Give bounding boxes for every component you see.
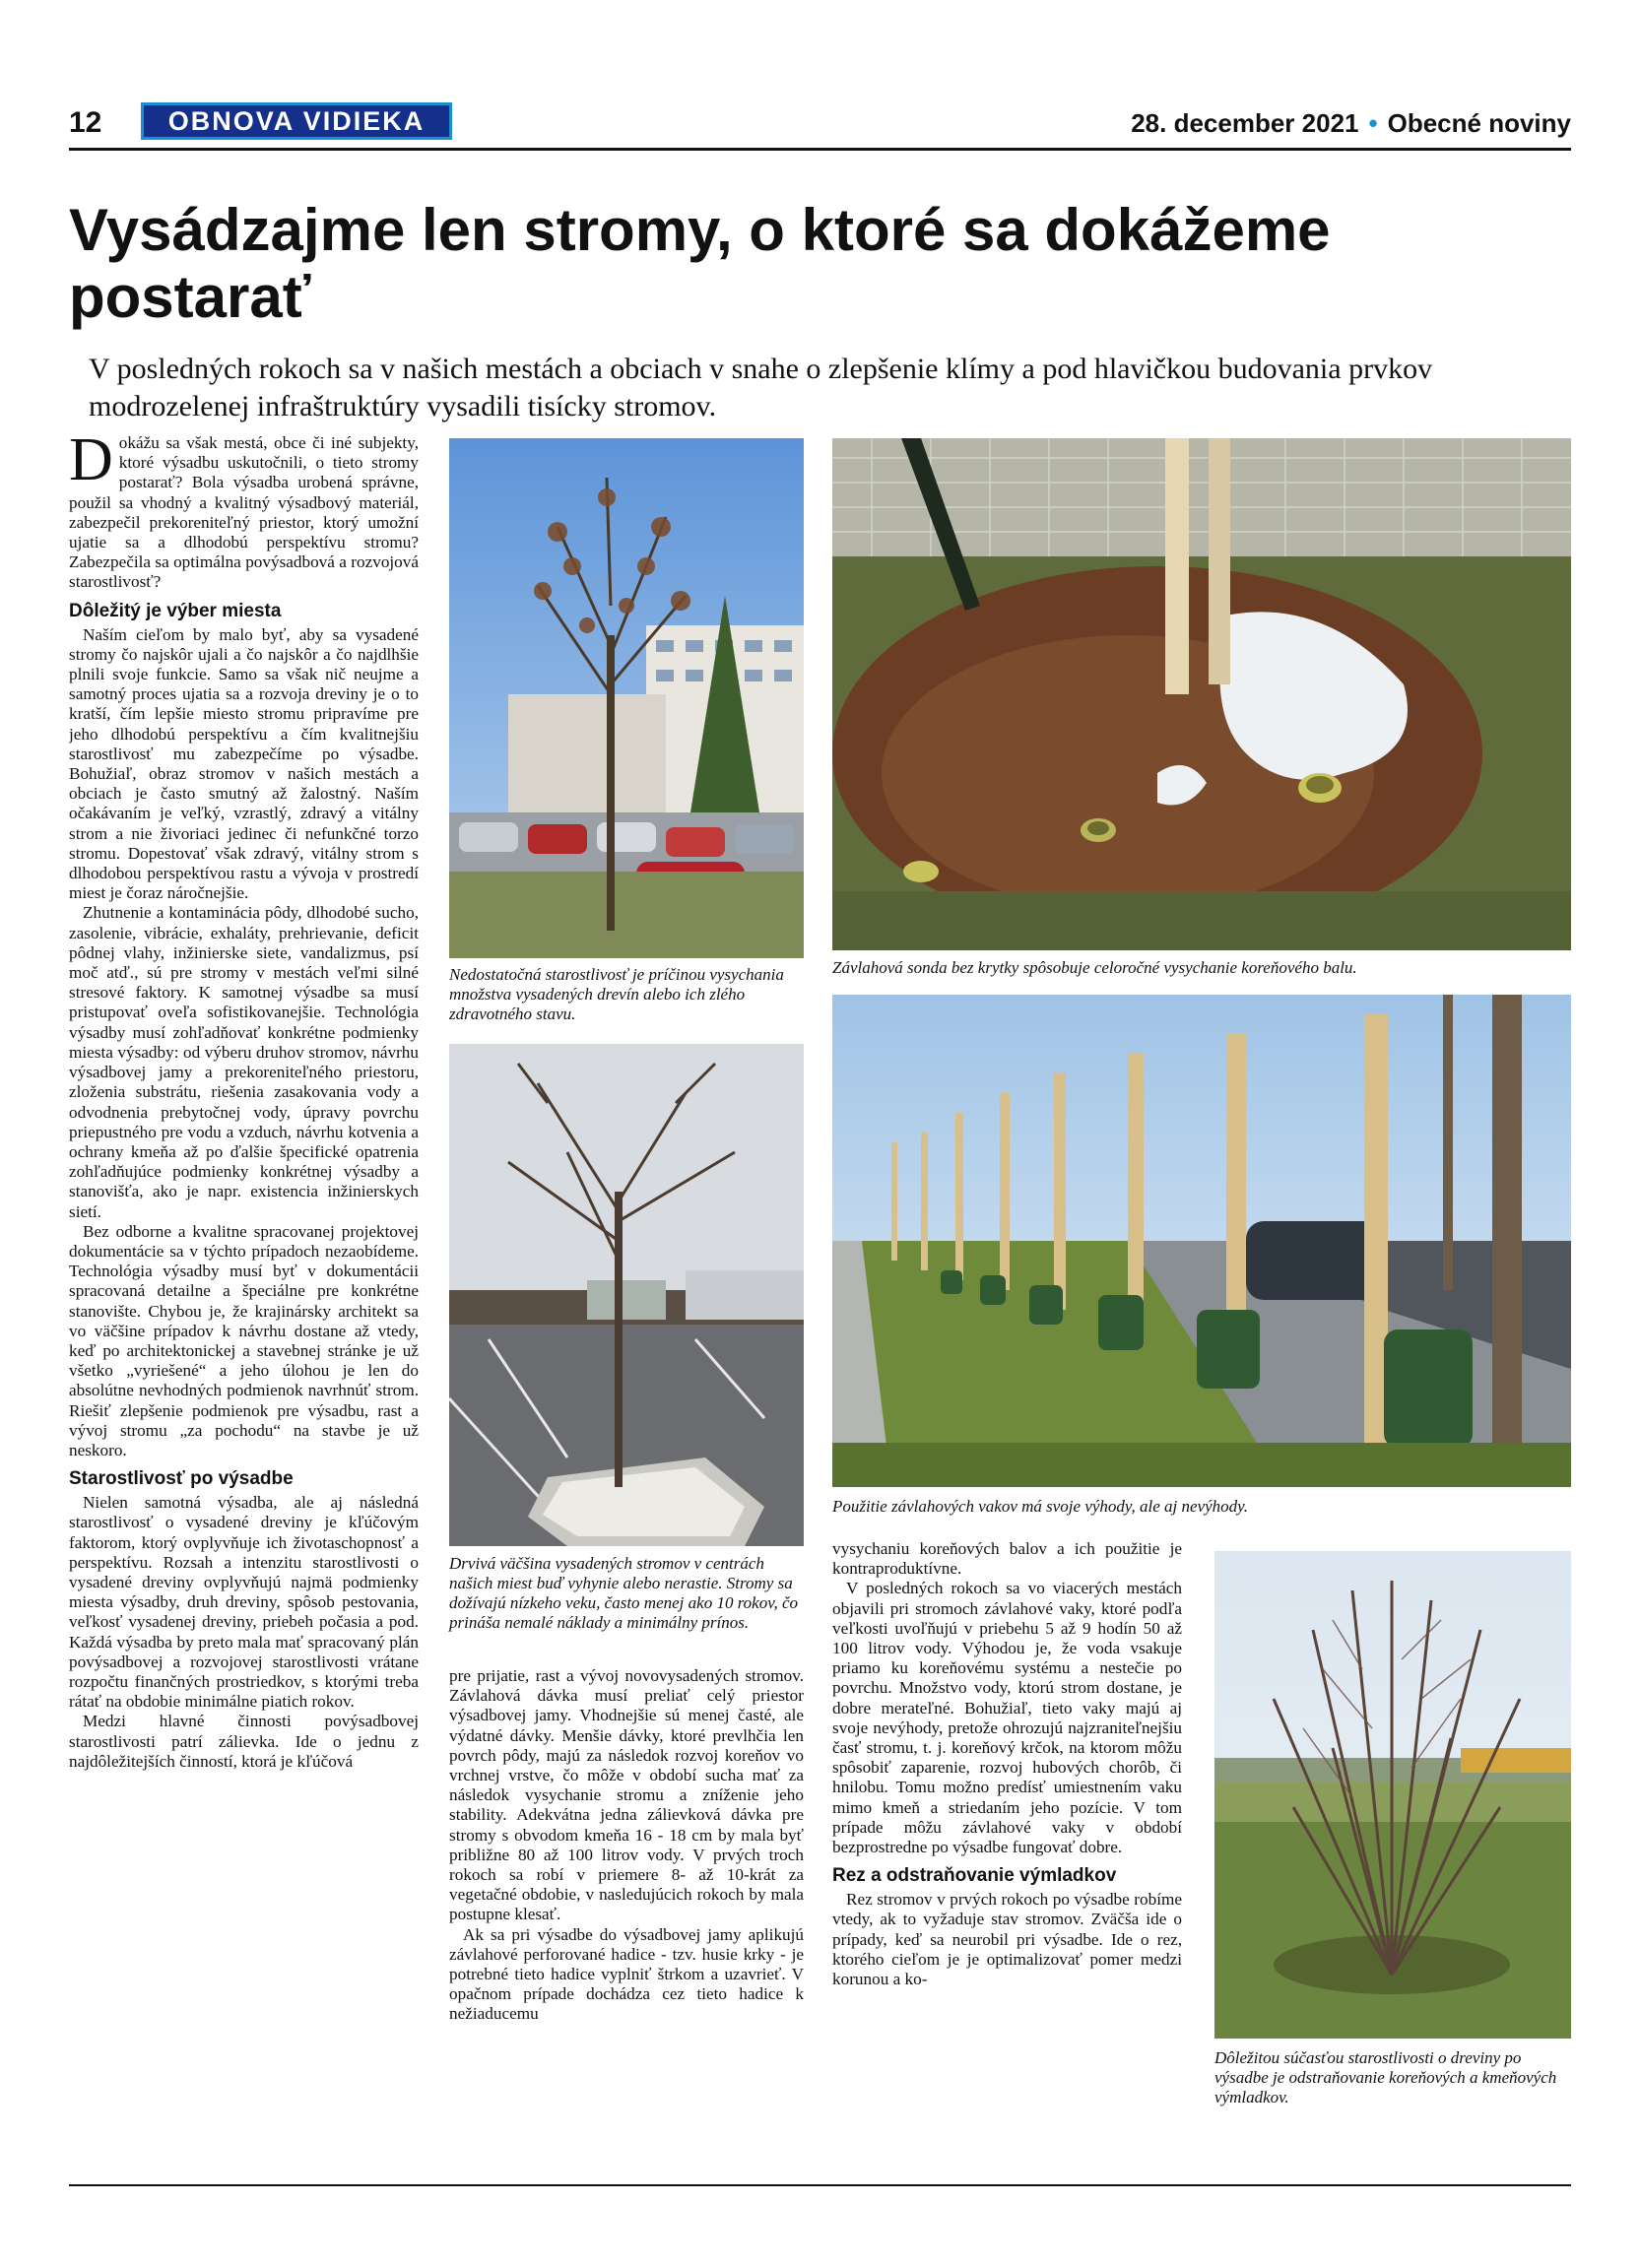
article-headline: Vysádzajme len stromy, o ktoré sa dokážeme postarať: [69, 197, 1331, 330]
caption-photo-1: Nedostatočná starostlivosť je príčinou vysychania množstva vysadených drevín alebo ich zlého zdravotného stavu.: [449, 965, 784, 1023]
column-3: [832, 1539, 1182, 2179]
article-lead: V posledných rokoch sa v našich mestách a obciach v snahe o zlepšenie klímy a pod hlavičkou budovania prvkov modrozelenej infraštruktúry vysadili tisícky stromov.: [89, 353, 1433, 422]
intro-paragraph: [69, 433, 419, 593]
shrub-sprouts-photo: [1214, 1551, 1571, 2039]
paragraph: Bez odborne a kvalitne spracovanej projektovej dokumentácie sa v týchto prípadoch nezaobídeme. Technológia výsadby musí byť v dokumentácii spracovaná detailne a špeciálne pre konkrétne stanovište. Chybou je, že krajinársky architekt sa vo väčšine prípadov k návrhu dostane až vtedy, keď po architektonickej a stavebnej stránke je už všetko „vyriešené“ a jeho úlohou je len do absolútne nevhodných podmienok navrhnúť strom. Riešiť zlepšenie podmienok pre výsadbu, rast a vývoj stromu „za pochodu“ na stavbe je už neskoro.: [69, 1221, 419, 1459]
paragraph: vysychaniu koreňových balov a ich použitie je kontraproduktívne.: [832, 1539, 1182, 1579]
issue-info: [1131, 108, 1571, 139]
footer-rule: [69, 2184, 1571, 2186]
caption-photo-4: Použitie závlahových vakov má svoje výhody, ale aj nevýhody.: [832, 1497, 1249, 1516]
paragraph: Medzi hlavné činnosti povýsadbovej starostlivosti patrí zálievka. Ide o jednu z najdôležitejších činností, ktorá je kľúčová: [69, 1712, 419, 1771]
header-rule: [69, 148, 1571, 151]
paragraph: pre prijatie, rast a vývoj novovysadených stromov. Závlahová dávka musí preliať celý priestor výsadbovej jamy. Vhodnejšie sú menej časté, ale výdatné dávky. Menšie dávky, ktoré prevlhčia len povrch pôdy, majú za následok rozvoj koreňov vo vrchnej vrstve, čo môže v období sucha mať za následok vysychanie stromu a zníženie jeho stability. Adekvátna jedna zálievková dávka pre stromy s obvodom kmeňa 16 - 18 cm by mala byť približne 80 až 100 litrov vody. V prvých troch rokoch sa robí v priemere 8- až 10-krát za vegetačné obdobie, v nasledujúcich rokoch by mala postupne klesať.: [449, 1666, 804, 1924]
caption-photo-5: Dôležitou súčasťou starostlivosti o dreviny po výsadbe je odstraňovanie koreňových a kmeňových výmladkov.: [1214, 2048, 1557, 2106]
paragraph: Ak sa pri výsadbe do výsadbovej jamy aplikujú závlahové perforované hadice - tzv. husie krky - je potrebné tieto hadice vyplniť štrkom a uzavrieť. V opačnom prípade dochádza cez tieto hadice k nežiaducemu: [449, 1924, 804, 2024]
subheading-care: Starostlivosť po výsadbe: [69, 1468, 294, 1490]
irrigation-bags-photo: [832, 995, 1571, 1487]
tree-parking-photo: [449, 438, 804, 958]
separator-dot: •: [1368, 108, 1378, 138]
issue-date: 28. december 2021: [1131, 108, 1359, 138]
paragraph: Naším cieľom by malo byť, aby sa vysadené stromy čo najskôr ujali a čo najskôr a čo najdlhšie plnili svoje funkcie. Samo sa však nič neujme a samotný proces ujatia sa a rozvoja dreviny je o to kratší, čím lepšie miesto stromu pripravíme pre jeho dlhodobú perspektívu a čím kvalitnejšiu starostlivosť mu zabezpečíme po výsadbe. Bohužiaľ, obraz stromov v našich mestách a obciach je často smutný až žalostný. Naším očakávaním je veľký, vzrastlý, zdravý a vitálny strom a nie živoriaci jedinec či nefunkčné torzo stromu. Dopestovať však zdravý, vitálny strom s dlhodobou perspektívou rastu a vývoja v prostredí miest je čoraz náročnejšie.: [69, 624, 419, 903]
paragraph: Rez stromov v prvých rokoch po výsadbe robíme vtedy, ak to vyžaduje stav stromov. Zväčša ide o prípady, keď sa neurobil pri výsadbe. Ide o rez, ktorého cieľom je je optimalizovať pomer medzi korunou a ko-: [832, 1890, 1182, 1989]
caption-photo-2: Závlahová sonda bez krytky spôsobuje celoročné vysychanie koreňového balu.: [832, 958, 1357, 977]
page-number: 12: [69, 106, 102, 139]
irrigation-probe-photo: [832, 438, 1571, 950]
section-label: OBNOVA VIDIEKA: [141, 102, 452, 140]
intro-text: okážu sa však mestá, obce či iné subjekty, ktoré výsadbu uskutočnili, o tieto stromy postarať? Bola výsadba urobená správne, použil sa vhodný a kvalitný výsadbový materiál, zabezpečil prekoreniteľný priestor, ktorý umožní ujatie sa a dlhodobú perspektívu stromu? Zabezpečila sa optimálna povýsadbová a rozvojová starostlivosť?: [69, 433, 419, 592]
paragraph: V posledných rokoch sa vo viacerých mestách objavili pri stromoch závlahové vaky, ktoré podľa veľkosti uvoľňujú v priebehu 5 až 9 hodín 50 až 100 litrov vody. Výhodou je, že voda vsakuje priamo ku koreňovému systému a nestečie po povrchu. Množstvo vody, ktorú strom dostane, je dobre merateľné. Bohužiaľ, tieto vaky majú aj svoje nevýhody, pretože ohrozujú najzraniteľnejšiu časť stromu, t. j. koreňový krčok, na ktorom môžu spôsobiť zaparenie, rozvoj hubových chorôb, či hnilobu. Tomu možno predísť umiestnením vaku mimo kmeň a striedaním jeho pozície. V tom prípade môžu závlahové vaky v období bezprostredne po výsadbe fungovať dobre.: [832, 1579, 1182, 1857]
column-2: [449, 1666, 804, 2178]
subheading-pruning: Rez a odstraňovanie výmladkov: [832, 1865, 1117, 1887]
parking-lot-tree-photo: [449, 1044, 804, 1546]
subheading-location: Dôležitý je výber miesta: [69, 600, 282, 621]
dropcap: D: [69, 433, 113, 493]
paragraph: Zhutnenie a kontaminácia pôdy, dlhodobé sucho, zasolenie, vibrácie, exhaláty, prehrievanie, deficit pôdnej vlahy, inžinierske siete, vandalizmus, psí moč atď., sú pre stromy v mestách veľmi silné stresové faktory. K samotnej výsadbe sa musí pristupovať oveľa sofistikovanejšie. Technológia výsadby musí zohľadňovať konkrétne podmienky miesta výsadby: od výberu druhov stromov, návrhu výsadbovej jamy a prekoreniteľného priestoru, zloženia substrátu, riešenia zasakovania vody a odvodnenia prebytočnej vody, úpravy povrchu priepustného pre vodu a vzduch, návrhu kotvenia a ochrany kmeňa až po ďalšie špecifické opatrenia zohľadňujúce podmienky konkrétnej výsadby a stanovišťa, ako je napr. existencia inžinierskych sietí.: [69, 903, 419, 1221]
paragraph: Nielen samotná výsadba, ale aj následná starostlivosť o vysadené dreviny je kľúčovým faktorom, ktorý ovplyvňuje ich životaschopnosť a perspektívu. Rozsah a intenzitu starostlivosti o vysadené dreviny ovplyvňujú najmä podmienky miesta výsadby, druh dreviny, spôsob pestovania, veľkosť vysadenej dreviny, priebeh počasia a pod. Každá výsadba by preto mala mať spracovaný plán povýsadbovej a rozvojovej starostlivosti vrátane rozpočtu finančných prostriedkov, s ktorými treba rátať na obdobie minimálne piatich rokov.: [69, 1493, 419, 1712]
publication-name: Obecné noviny: [1387, 108, 1571, 138]
caption-photo-3: Drvivá väčšina vysadených stromov v centrách našich miest buď vyhynie alebo nerastie. Stromy sa dožívajú nízkeho veku, často menej ako 10 rokov, čo prináša nemalé náklady a minimálny prínos.: [449, 1554, 799, 1632]
column-1: [69, 433, 419, 2176]
